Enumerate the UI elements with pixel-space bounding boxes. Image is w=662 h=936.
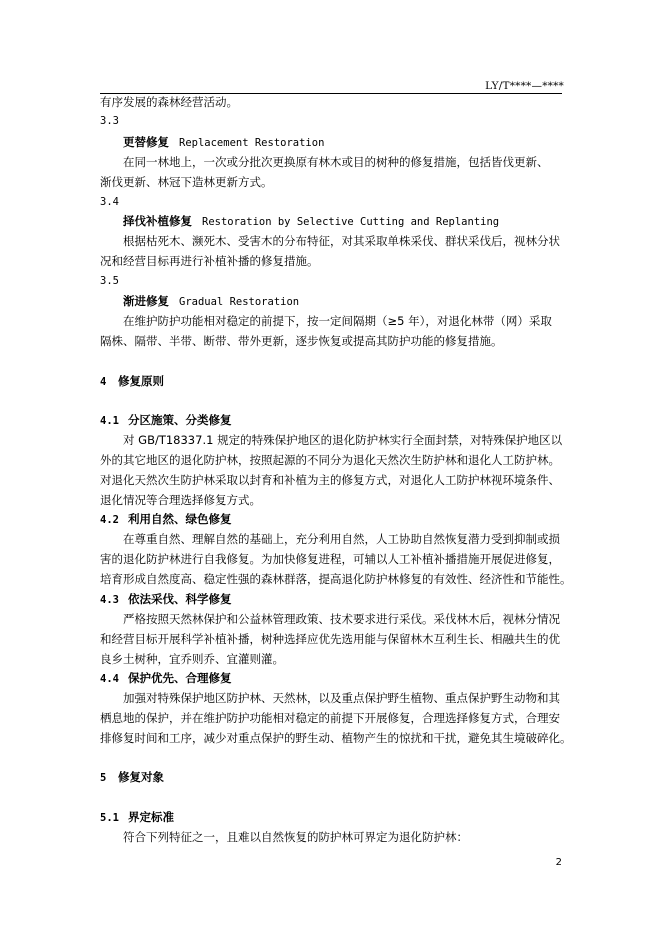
paragraph-line: 良乡土树种，宜乔则乔、宜灌则灌。 [100,652,284,666]
paragraph-line: 对 GB/T18337.1 规定的特殊保护地区的退化防护林实行全面封禁，对特殊保护地区以 [123,433,563,447]
paragraph-line: 栖息地的保护，并在维护防护功能相对稳定的前提下开展修复，合理选择修复方式，合理安 [100,711,560,725]
subsection-title: 分区施策、分类修复 [128,413,232,427]
term-heading [123,214,499,229]
section-heading [100,374,164,389]
subsection-title: 保护优先、合理修复 [128,671,232,685]
paragraph-line: 严格按照天然林保护和公益林管理政策、技术要求进行采伐。采伐林木后，视林分情况 [123,612,560,626]
term-heading [123,135,324,150]
header-doc-code: LY/T****—**** [485,80,564,92]
paragraph-line: 在尊重自然、理解自然的基础上，充分利用自然，人工协助自然恢复潜力受到抑制或损 [123,532,560,546]
term-heading [123,294,299,309]
subsection-title: 界定标准 [128,810,174,824]
paragraph-line: 隔株、隔带、半带、断带、带外更新，逐步恢复或提高其防护功能的修复措施。 [100,334,503,348]
subsection-heading [100,671,232,686]
paragraph-line: 对退化天然次生防护林采取以封育和补植为主的修复方式，对退化人工防护林视环境条件、 [100,473,560,487]
section-number: 4 [100,376,107,388]
term-cn: 更替修复 [123,135,169,149]
paragraph-line: 有序发展的森林经营活动。 [100,95,238,109]
subsection-number: 4.1 [100,415,119,427]
section-heading [100,770,164,785]
subsection-title: 利用自然、绿色修复 [128,512,232,526]
paragraph-line: 在同一林地上，一次或分批次更换原有林木或目的树种的修复措施，包括皆伐更新、 [123,155,549,169]
paragraph-line: 和经营目标开展科学补植补播，树种选择应优先选用能与保留林木互利生长、相融共生的优 [100,632,560,646]
header-rule [100,93,562,94]
subsection-heading [100,413,232,428]
subsection-number: 4.3 [100,594,119,606]
paragraph-line: 外的其它地区的退化防护林，按照起源的不同分为退化天然次生防护林和退化人工防护林。 [100,453,560,467]
term-cn: 择伐补植修复 [123,214,192,228]
subsection-heading [100,810,174,825]
term-en: Replacement Restoration [179,137,325,149]
section-number: 5 [100,772,107,784]
subsection-number: 5.1 [100,812,119,824]
term-cn: 渐进修复 [123,294,169,308]
subsection-title: 依法采伐、科学修复 [128,592,232,606]
paragraph-line: 退化情况等合理选择修复方式。 [100,493,261,507]
paragraph-line: 培育形成自然度高、稳定性强的森林群落，提高退化防护林修复的有效性、经济性和节能性。 [100,572,572,586]
paragraph-line: 排修复时间和工序，减少对重点保护的野生动、植物产生的惊扰和干扰，避免其生境破碎化。 [100,731,572,745]
paragraph-line: 在维护防护功能相对稳定的前提下，按一定间隔期（≥5 年），对退化林带（网）采取 [123,314,552,328]
paragraph-line: 加强对特殊保护地区防护林、天然林，以及重点保护野生植物、重点保护野生动物和其 [123,691,560,705]
paragraph-line: 符合下列特征之一，且难以自然恢复的防护林可界定为退化防护林： [123,830,468,844]
subsection-heading [100,512,232,527]
subsection-heading [100,592,232,607]
section-title: 修复原则 [118,374,164,388]
page-number: 2 [555,857,562,868]
section-title: 修复对象 [118,770,164,784]
clause-number: 3.4 [100,196,119,208]
subsection-number: 4.2 [100,514,119,526]
paragraph-line: 渐伐更新、林冠下造林更新方式。 [100,175,273,189]
term-en: Restoration by Selective Cutting and Replanting [202,216,500,228]
clause-number: 3.5 [100,275,119,287]
clause-number: 3.3 [100,115,119,127]
term-en: Gradual Restoration [179,296,300,308]
subsection-number: 4.4 [100,673,119,685]
paragraph-line: 况和经营目标再进行补植补播的修复措施。 [100,254,319,268]
paragraph-line: 害的退化防护林进行自我修复。为加快修复进程，可辅以人工补植补播措施开展促进修复， [100,552,560,566]
paragraph-line: 根据枯死木、濒死木、受害木的分布特征，对其采取单株采伐、群状采伐后，视林分状 [123,234,560,248]
